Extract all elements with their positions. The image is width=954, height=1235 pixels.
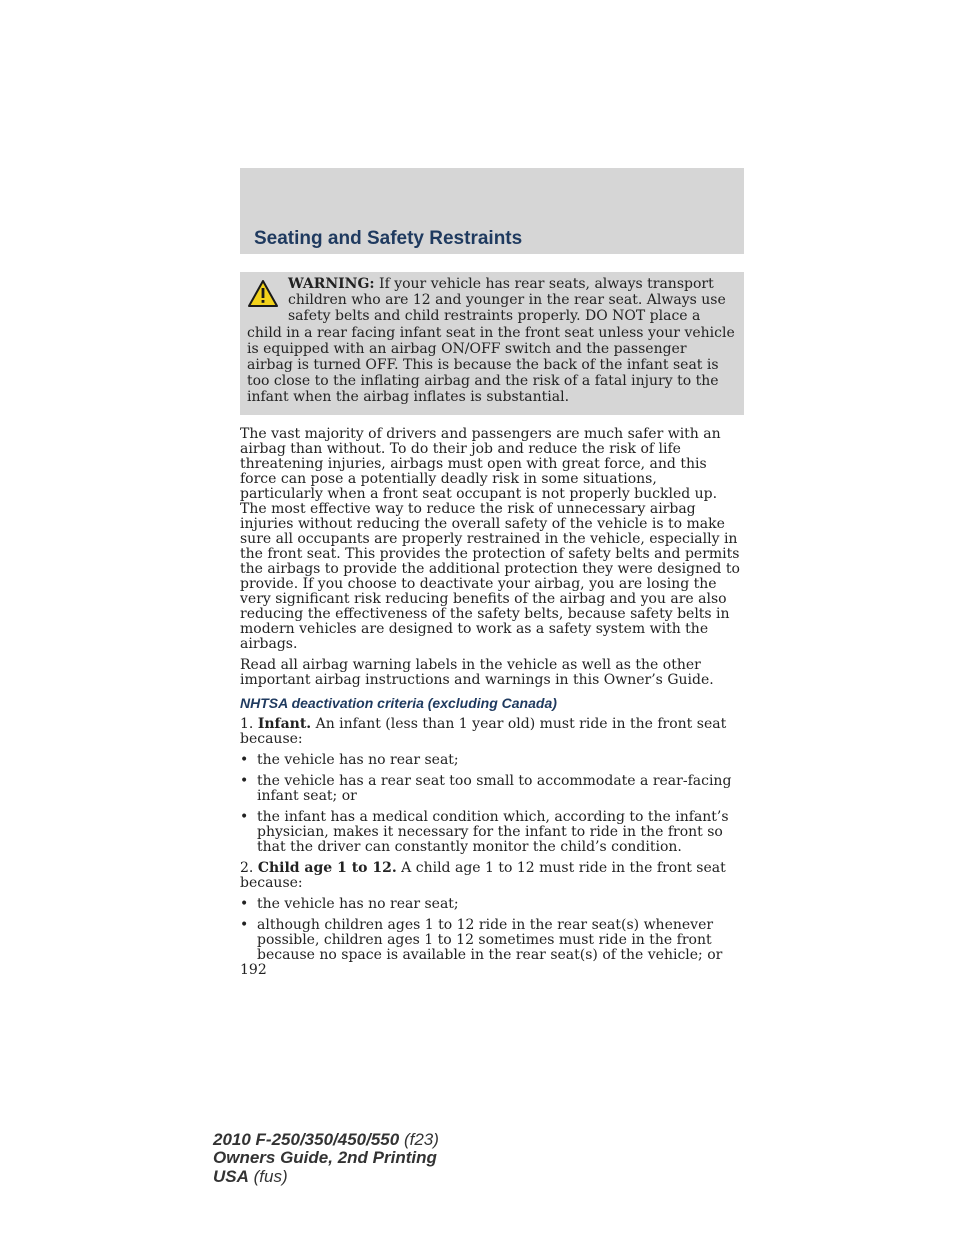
warning-text: If your vehicle has rear seats, always transport children who are 12 and younger in the rear seat. Always use safety belts and child restraints properly. DO NOT place a child in a rear facing infant seat in the front seat unless your vehicle is equipped with an airbag ON/OFF switch and the passenger airbag is turned OFF. This is because the back of the infant seat is too close to the inflating airbag and the risk of a fatal injury to the infant when the airbag inflates is substantial.: [247, 276, 735, 406]
criteria-text: An infant (less than 1 year old) must ride in the front seat because:: [240, 716, 727, 747]
body-paragraph-2: Read all airbag warning labels in the vehicle as well as the other important airbag instructions and warnings in this Owner’s Guide.: [240, 657, 714, 688]
criteria-number: 2.: [240, 860, 254, 876]
footer-line-1: 2010 F-250/350/450/550 (f23): [213, 1130, 439, 1149]
criteria-item-child: [240, 861, 744, 891]
list-item: • the vehicle has a rear seat too small to accommodate a rear-facing infant seat; or: [240, 773, 732, 804]
footer-line-3: USA (fus): [213, 1166, 288, 1186]
bullet-icon: •: [240, 896, 249, 912]
criteria-label: Child age 1 to 12.: [257, 860, 397, 876]
bullet-icon: •: [240, 773, 249, 789]
footer-line-2: Owners Guide, 2nd Printing: [213, 1148, 437, 1168]
criteria-number: 1.: [240, 716, 254, 732]
list-item: • the vehicle has no rear seat;: [240, 752, 459, 768]
body-paragraph-1: The vast majority of drivers and passengers are much safer with an airbag than without. To do their job and reduce the risk of life threatening injuries, airbags must open with great force, and this force can pose a potentially deadly risk in some situations, particularly when a front seat occupant is not properly buckled up. The most effective way to reduce the risk of unnecessary airbag injuries without reducing the overall safety of the vehicle is to make sure all occupants are properly restrained in the vehicle, especially in the front seat. This provides the protection of safety belts and permits the airbags to provide the additional protection they were designed to provide. If you choose to deactivate your airbag, you are losing the very significant risk reducing benefits of the airbag and you are also reducing the effectiveness of the safety belts, because safety belts in modern vehicles are designed to work as a safety system with the airbags.: [240, 426, 740, 652]
main-content: [240, 427, 744, 969]
criteria-text: A child age 1 to 12 must ride in the front seat because:: [240, 860, 726, 891]
infant-bullet-list: [240, 753, 744, 855]
list-item: • although children ages 1 to 12 ride in the rear seat(s) whenever possible, children ages 1 to 12 sometimes must ride in the front because no space is available in the rear seat(s) of the vehicle; or: [240, 917, 723, 963]
criteria-item-infant: [240, 717, 744, 747]
warning-label: WARNING:: [288, 276, 375, 292]
nhtsa-subheading: NHTSA deactivation criteria (excluding Canada): [240, 695, 557, 711]
section-title: Seating and Safety Restraints: [254, 228, 523, 249]
warning-box: [240, 272, 744, 415]
page-number: 192: [240, 962, 267, 978]
section-header-band: [240, 168, 744, 254]
bullet-icon: •: [240, 809, 249, 825]
warning-triangle-icon: [247, 279, 279, 309]
list-item: • the vehicle has no rear seat;: [240, 896, 459, 912]
document-footer: [213, 1131, 439, 1186]
criteria-label: Infant.: [257, 716, 312, 732]
bullet-icon: •: [240, 917, 249, 933]
list-item: • the infant has a medical condition which, according to the infant’s physician, makes it necessary for the infant to ride in the front so that the driver can constantly monitor the child’s condition.: [240, 809, 729, 855]
child-bullet-list: [240, 897, 744, 963]
bullet-icon: •: [240, 752, 249, 768]
